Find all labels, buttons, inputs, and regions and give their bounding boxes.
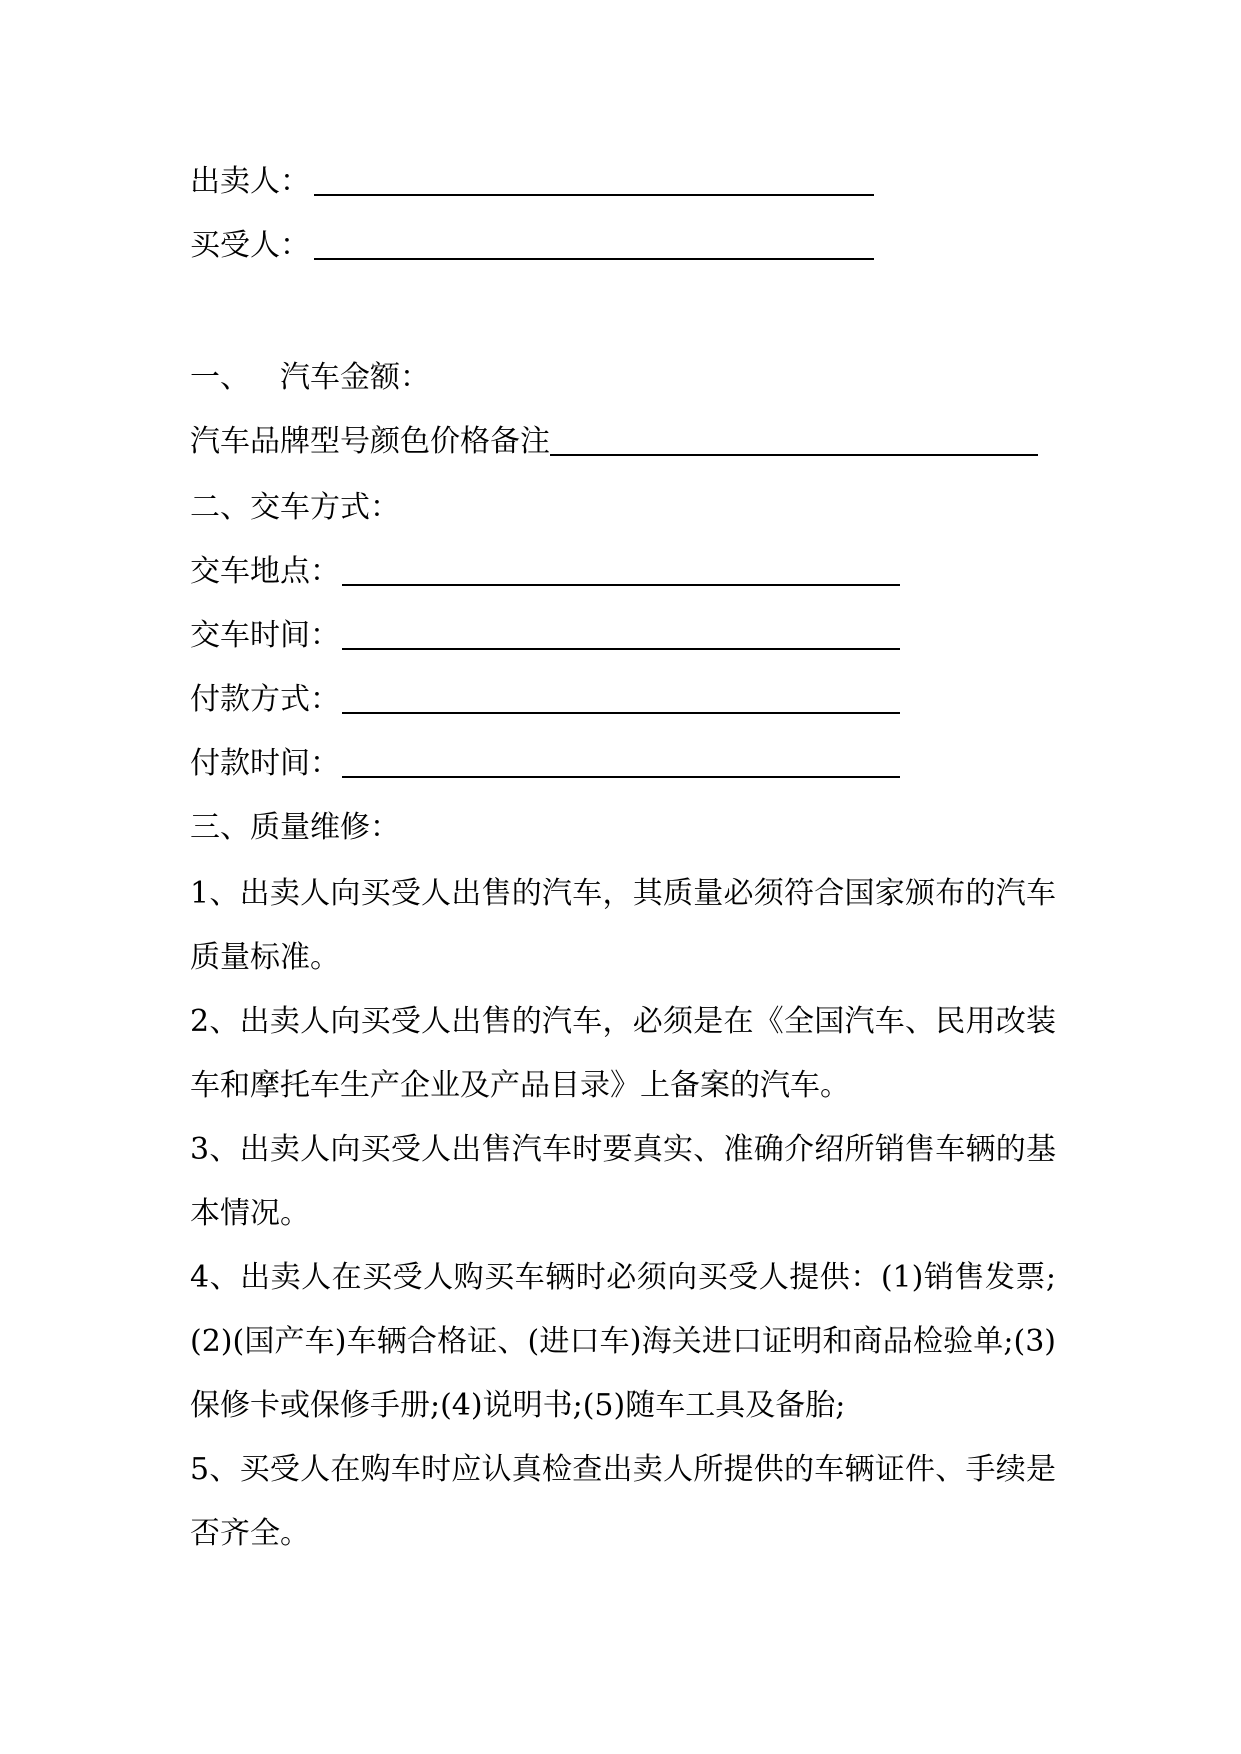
car-details-label: 汽车品牌型号颜色价格备注 [190,424,550,459]
section3-heading [190,810,400,846]
payment-time-row [190,746,900,782]
payment-method-blank-field[interactable] [342,712,900,714]
quality-clause-5: 5、买受人在购车时应认真检查出卖人所提供的车辆证件、手续是否齐全。 [190,1452,1056,1551]
section1-number: 一、 [190,360,250,395]
buyer-label: 买受人： [190,228,310,263]
payment-method-label: 付款方式： [190,682,340,717]
section2-title: 二、交车方式： [190,490,400,525]
seller-label: 出卖人： [190,164,310,199]
car-details-blank-field[interactable] [550,454,1038,456]
quality-clause-1: 1、出卖人向买受人出售的汽车，其质量必须符合国家颁布的汽车质量标准。 [190,876,1056,975]
section1-title: 汽车金额： [280,360,430,395]
payment-time-blank-field[interactable] [342,776,900,778]
delivery-place-label: 交车地点： [190,554,340,589]
buyer-row [190,228,874,264]
quality-clause-4: 4、出卖人在买受人购买车辆时必须向买受人提供：(1)销售发票;(2)(国产车)车辆合格证、(进口车)海关进口证明和商品检验单;(3)保修卡或保修手册;(4)说明书;(5)随车工具及备胎; [190,1260,1056,1423]
quality-clause-3: 3、出卖人向买受人出售汽车时要真实、准确介绍所销售车辆的基本情况。 [190,1132,1056,1231]
delivery-place-blank-field[interactable] [342,584,900,586]
delivery-place-row [190,554,900,590]
section3-title: 三、质量维修： [190,810,400,845]
seller-row [190,164,874,200]
delivery-time-blank-field[interactable] [342,648,900,650]
quality-clause-2: 2、出卖人向买受人出售的汽车，必须是在《全国汽车、民用改装车和摩托车生产企业及产品目录》上备案的汽车。 [190,1004,1056,1103]
seller-blank-field[interactable] [314,194,874,196]
section2-heading [190,490,400,526]
delivery-time-row [190,618,900,654]
car-details-row [190,424,1038,460]
section1-heading [190,360,430,396]
payment-method-row [190,682,900,718]
buyer-blank-field[interactable] [314,258,874,260]
delivery-time-label: 交车时间： [190,618,340,653]
payment-time-label: 付款时间： [190,746,340,781]
